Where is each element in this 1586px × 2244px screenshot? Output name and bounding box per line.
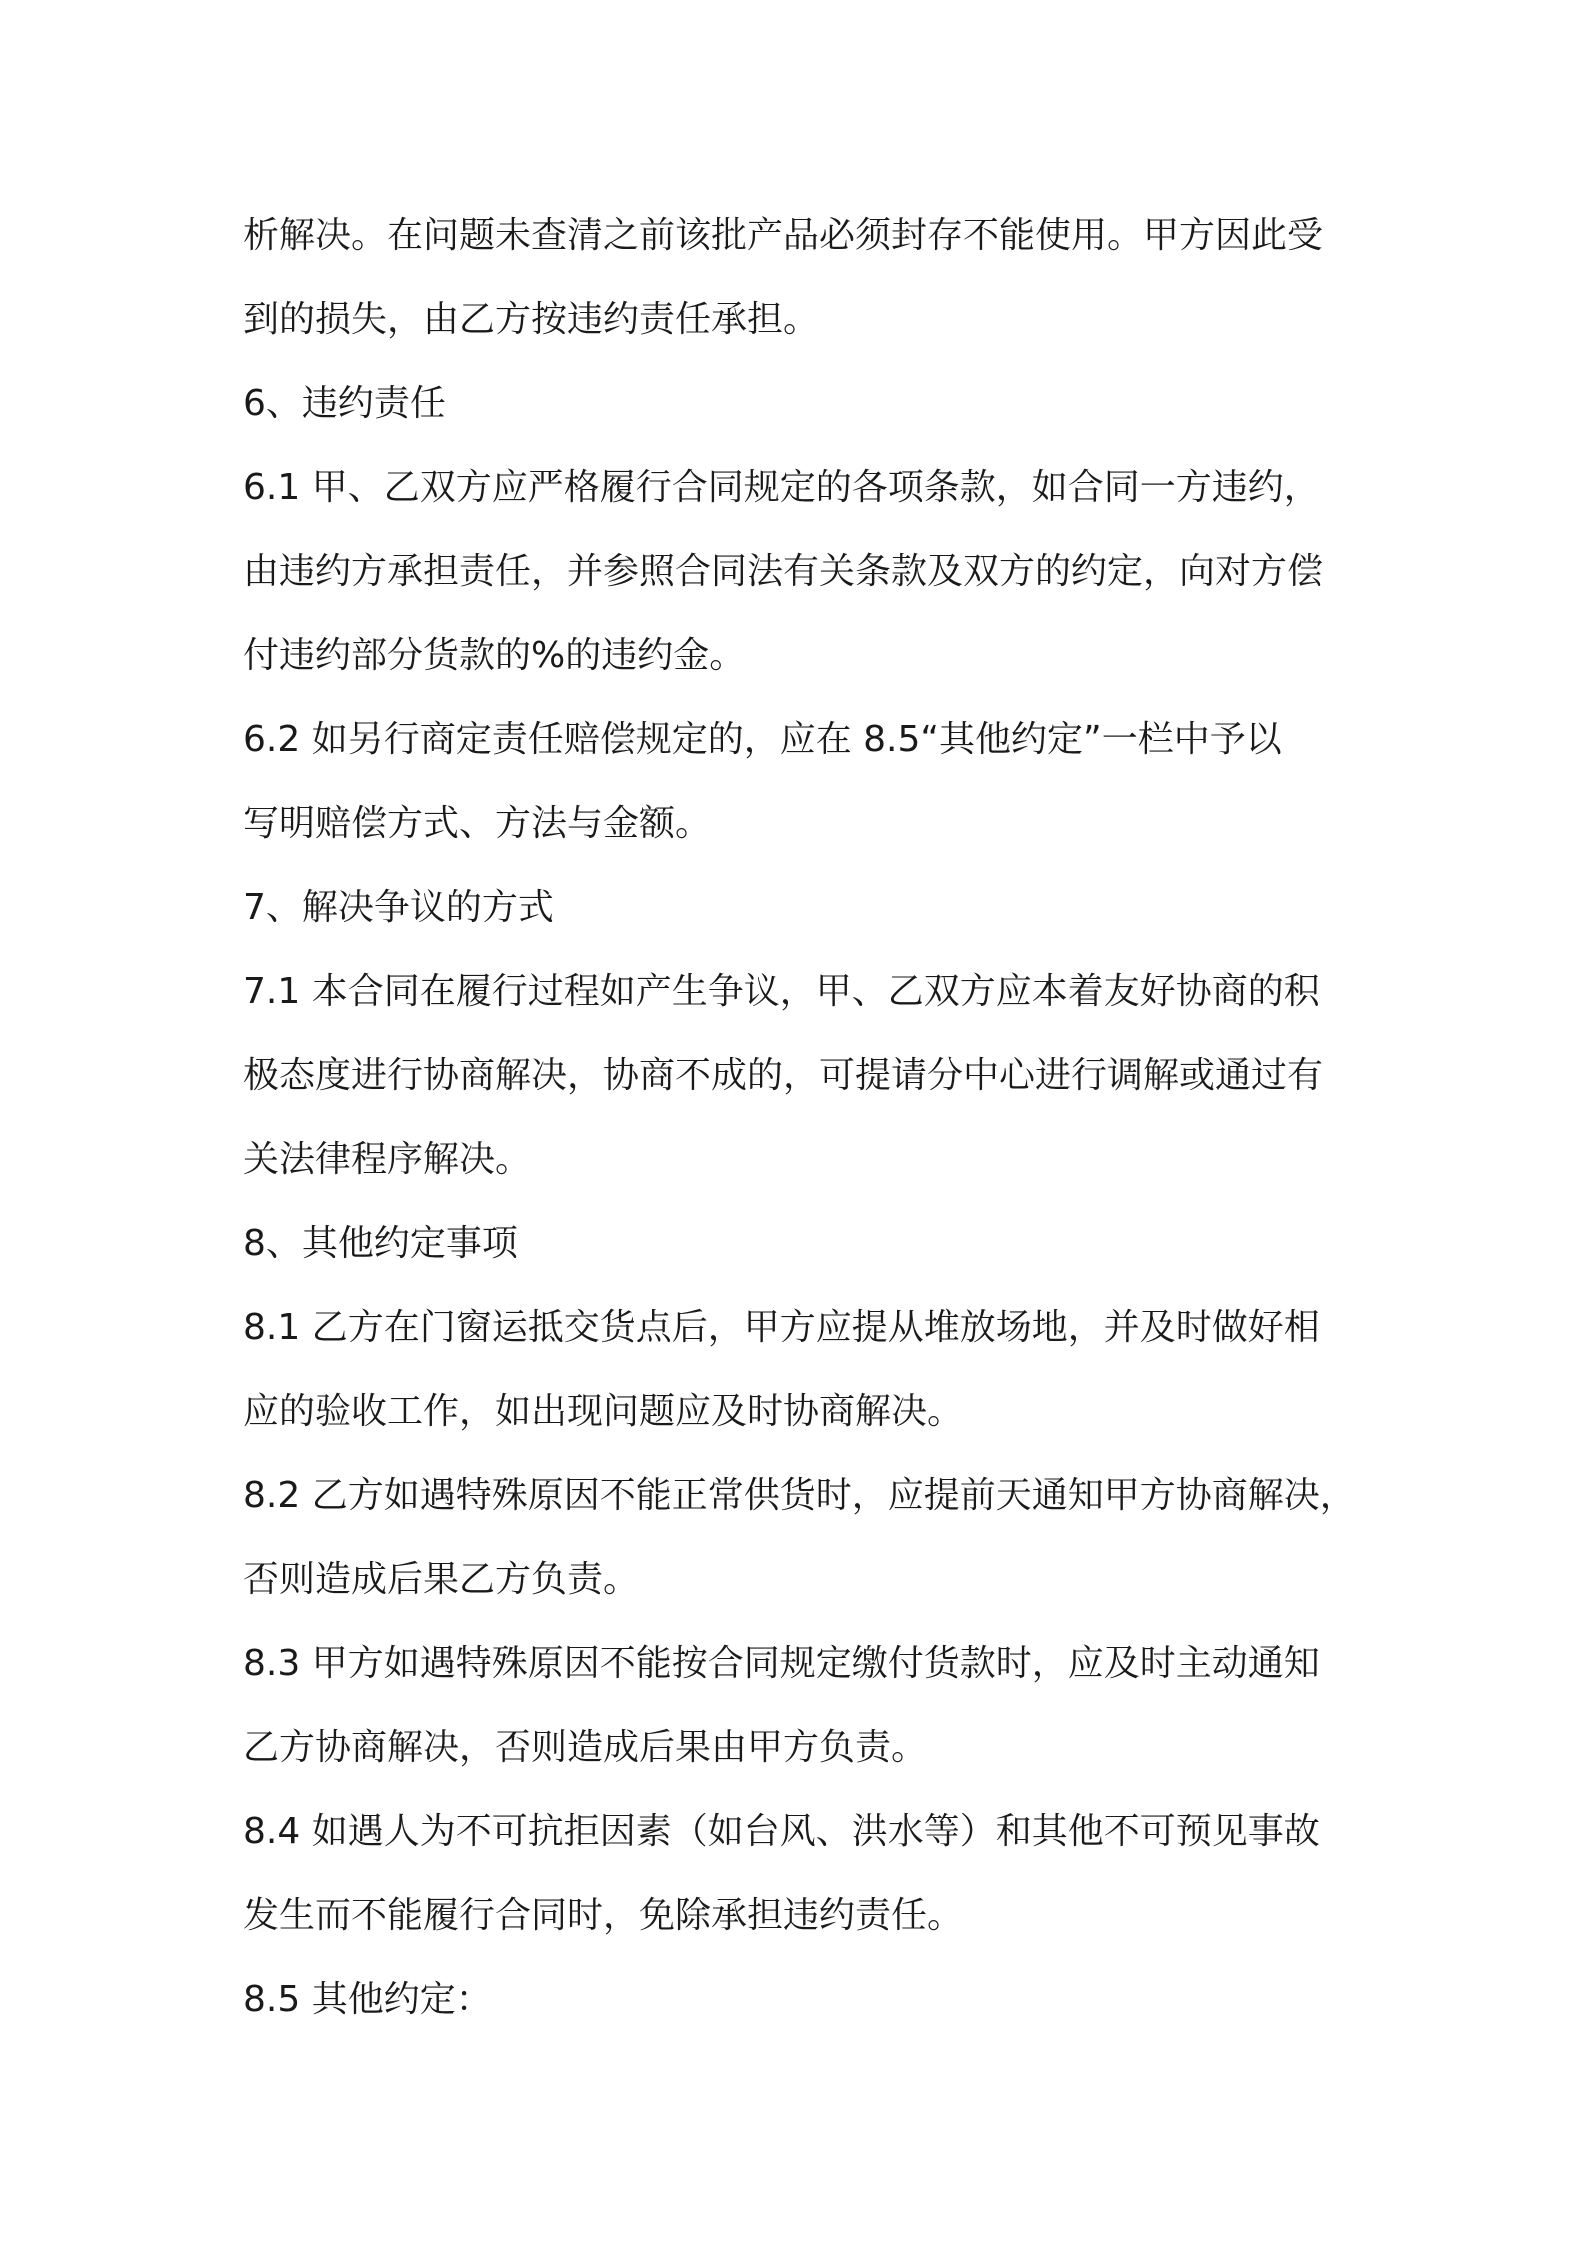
section-heading: 7、解决争议的方式 (243, 887, 554, 928)
contract-text (243, 194, 1363, 2042)
section-heading: 6、违约责任 (243, 383, 446, 424)
text-line: 乙方协商解决，否则造成后果由甲方负责。 (243, 1727, 928, 1768)
text-line: 发生而不能履行合同时，免除承担违约责任。 (243, 1895, 964, 1936)
text-line: 8.4 如遇人为不可抗拒因素（如台风、洪水等）和其他不可预见事故 (243, 1811, 1320, 1852)
text-line: 6.1 甲、乙双方应严格履行合同规定的各项条款，如合同一方违约， (243, 467, 1320, 508)
text-line: 8.3 甲方如遇特殊原因不能按合同规定缴付货款时，应及时主动通知 (243, 1643, 1320, 1684)
section-heading: 8、其他约定事项 (243, 1223, 518, 1264)
text-line: 极态度进行协商解决，协商不成的，可提请分中心进行调解或通过有 (243, 1055, 1324, 1096)
text-line: 否则造成后果乙方负责。 (243, 1559, 640, 1600)
text-line: 写明赔偿方式、方法与金额。 (243, 803, 712, 844)
text-line: 付违约部分货款的%的违约金。 (243, 635, 746, 676)
text-line: 6.2 如另行商定责任赔偿规定的，应在 8.5“其他约定”一栏中予以 (243, 719, 1282, 760)
text-line: 到的损失，由乙方按违约责任承担。 (243, 299, 820, 340)
text-line: 析解决。在问题未查清之前该批产品必须封存不能使用。甲方因此受 (243, 215, 1324, 256)
text-line: 应的验收工作，如出现问题应及时协商解决。 (243, 1391, 964, 1432)
text-line: 7.1 本合同在履行过程如产生争议，甲、乙双方应本着友好协商的积 (243, 971, 1320, 1012)
text-line: 由违约方承担责任，并参照合同法有关条款及双方的约定，向对方偿 (243, 551, 1324, 592)
text-line: 关法律程序解决。 (243, 1139, 532, 1180)
text-line: 8.1 乙方在门窗运抵交货点后，甲方应提从堆放场地，并及时做好相 (243, 1307, 1320, 1348)
text-line: 8.5 其他约定： (243, 1979, 492, 2020)
text-line: 8.2 乙方如遇特殊原因不能正常供货时，应提前天通知甲方协商解决， (243, 1475, 1356, 1516)
